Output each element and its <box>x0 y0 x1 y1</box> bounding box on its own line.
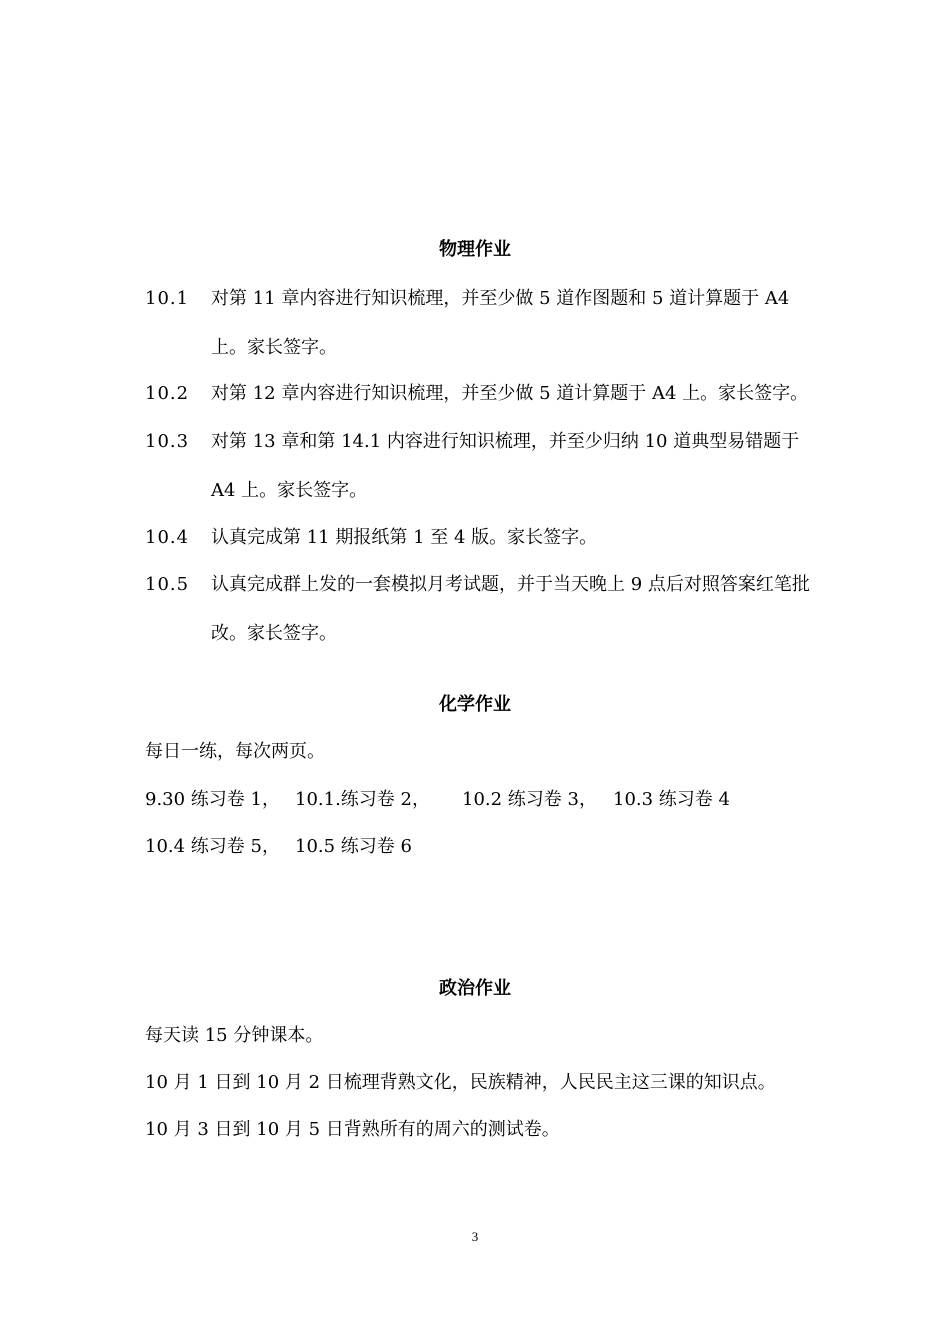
chemistry-schedule-item: 10.5 练习卷 6 <box>295 836 412 857</box>
item-text: 认真完成群上发的一套模拟月考试题，并于当天晚上 9 点后对照答案红笔批改。家长签字。 <box>211 574 810 644</box>
chemistry-intro: 每日一练，每次两页。 <box>145 741 325 762</box>
item-number: 10.3 <box>145 431 190 452</box>
item-number: 10.1 <box>145 288 190 309</box>
chemistry-heading: 化学作业 <box>439 694 511 715</box>
chemistry-schedule-item: 9.30 练习卷 1， <box>145 789 280 810</box>
physics-heading: 物理作业 <box>439 239 511 260</box>
item-text: 对第 13 章和第 14.1 内容进行知识梳理，并至少归纳 10 道典型易错题于 A4 上。家长签字。 <box>211 431 800 501</box>
politics-heading: 政治作业 <box>439 978 511 999</box>
item-text: 对第 11 章内容进行知识梳理，并至少做 5 道作图题和 5 道计算题于 A4 上。家长签字。 <box>211 288 790 358</box>
politics-line: 10 月 3 日到 10 月 5 日背熟所有的周六的测试卷。 <box>145 1119 560 1140</box>
politics-line: 每天读 15 分钟课本。 <box>145 1025 324 1046</box>
item-number: 10.2 <box>145 383 190 404</box>
chemistry-schedule-item: 10.2 练习卷 3， <box>462 789 597 810</box>
chemistry-schedule-item: 10.3 练习卷 4 <box>613 789 730 810</box>
item-text: 对第 12 章内容进行知识梳理，并至少做 5 道计算题于 A4 上。家长签字。 <box>211 383 809 404</box>
politics-line: 10 月 1 日到 10 月 2 日梳理背熟文化，民族精神，人民民主这三课的知识点。 <box>145 1072 776 1093</box>
item-number: 10.4 <box>145 527 190 548</box>
chemistry-schedule-item: 10.4 练习卷 5， <box>145 836 280 857</box>
item-number: 10.5 <box>145 574 190 595</box>
page-number: 3 <box>471 1229 479 1244</box>
item-text: 认真完成第 11 期报纸第 1 至 4 版。家长签字。 <box>211 527 598 548</box>
chemistry-schedule-item: 10.1.练习卷 2， <box>295 789 430 810</box>
